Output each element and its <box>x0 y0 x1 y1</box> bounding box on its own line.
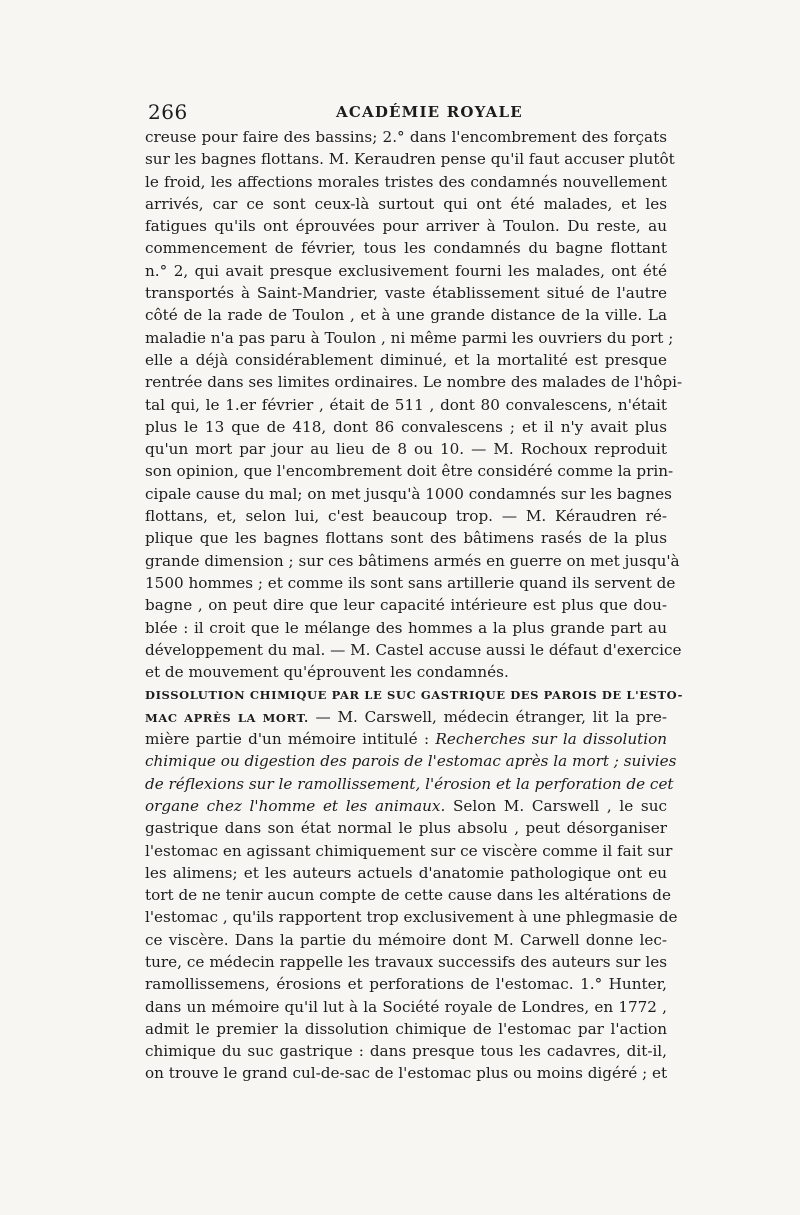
text-line: côté de la rade de Toulon , et à une grande distance de la ville. La <box>145 306 667 325</box>
body-text <box>145 126 684 1085</box>
page-header <box>148 100 666 122</box>
memoir-title-line: chimique ou digestion des parois de l'estomac après la mort ; suivies <box>145 752 677 771</box>
text-line: plique que les bagnes flottans sont des bâtimens rasés de la plus <box>145 529 667 548</box>
text-line: creuse pour faire des bassins; 2.° dans l'encombrement des forçats <box>145 128 667 146</box>
text-line: chimique du suc gastrique : dans presque tous les cadavres, dit-il, <box>145 1042 667 1061</box>
text-line: 1500 hommes ; et comme ils sont sans artillerie quand ils servent de <box>145 573 676 592</box>
text-line: ramollissemens, érosions et perforations de l'estomac. 1.° Hunter, <box>145 975 667 994</box>
text-run: mière partie d'un mémoire intitulé : <box>145 730 436 749</box>
text-line: l'estomac en agissant chimiquement sur ce viscère comme il fait sur <box>145 841 673 860</box>
text-line: n.° 2, qui avait presque exclusivement fourni les malades, ont été <box>145 261 667 280</box>
page-number: 266 <box>148 100 188 124</box>
text-line: elle a déjà considérablement diminué, et la mortalité est presque <box>145 350 667 369</box>
text-line: cipale cause du mal; on met jusqu'à 1000 condamnés sur les bagnes <box>145 484 672 503</box>
memoir-title-end: organe chez l'homme et les animaux. <box>145 796 446 815</box>
text-line: flottans, et, selon lui, c'est beaucoup trop. — M. Kéraudren ré- <box>145 507 667 526</box>
text-line: bagne , on peut dire que leur capacité intérieure est plus que dou- <box>145 596 667 615</box>
text-line: qu'un mort par jour au lieu de 8 ou 10. — M. Rochoux reproduit <box>145 440 667 459</box>
text-line: rentrée dans ses limites ordinaires. Le nombre des malades de l'hôpi- <box>145 373 683 392</box>
text-line: son opinion, que l'encombrement doit être considéré comme la prin- <box>145 462 674 481</box>
text-line: tort de ne tenir aucun compte de cette cause dans les altérations de <box>145 886 672 905</box>
text-line: maladie n'a pas paru à Toulon , ni même parmi les ouvriers du port ; <box>145 328 674 347</box>
text-run: Selon M. Carswell , le suc <box>445 796 667 815</box>
text-line: blée : il croit que le mélange des hommes a la plus grande part au <box>145 618 667 637</box>
text-line: grande dimension ; sur ces bâtimens armés en guerre on met jusqu'à <box>145 551 680 570</box>
text-line: commencement de février, tous les condamnés du bagne flottant <box>145 239 667 258</box>
text-line: gastrique dans son état normal le plus absolu , peut désorganiser <box>145 819 667 838</box>
text-line <box>145 728 667 750</box>
text-line: les alimens; et les auteurs actuels d'anatomie pathologique ont eu <box>145 863 667 882</box>
text-line: fatigues qu'ils ont éprouvées pour arriver à Toulon. Du reste, au <box>145 217 667 236</box>
text-line: ce viscère. Dans la partie du mémoire dont M. Carwell donne lec- <box>145 930 667 949</box>
section-heading: DISSOLUTION CHIMIQUE PAR LE SUC GASTRIQUE DES PAROIS DE L'ESTO- <box>145 688 684 703</box>
text-line: l'estomac , qu'ils rapportent trop exclusivement à une phlegmasie de <box>145 908 678 927</box>
text-line: arrivés, car ce sont ceux-là surtout qui ont été malades, et les <box>145 194 667 213</box>
text-line: on trouve le grand cul-de-sac de l'estomac plus ou moins digéré ; et <box>145 1064 668 1083</box>
text-line: sur les bagnes flottans. M. Keraudren pense qu'il faut accuser plutôt <box>145 150 675 169</box>
text-line: plus le 13 que de 418, dont 86 convalescens ; et il n'y avait plus <box>145 417 667 436</box>
text-line: tal qui, le 1.er février , était de 511 , dont 80 convalescens, n'était <box>145 395 667 414</box>
text-line <box>145 795 667 817</box>
section-heading-line <box>145 683 684 705</box>
text-line: et de mouvement qu'éprouvent les condamnés. <box>145 663 509 682</box>
memoir-title-line: de réflexions sur le ramollissement, l'érosion et la perforation de cet <box>145 774 674 793</box>
section-heading-end: MAC APRÈS LA MORT. <box>145 710 309 725</box>
text-line: ture, ce médecin rappelle les travaux successifs des auteurs sur les <box>145 952 667 971</box>
running-head: ACADÉMIE ROYALE <box>336 103 523 121</box>
memoir-title: Recherches sur la dissolution <box>435 730 667 749</box>
text-line: développement du mal. — M. Castel accuse aussi le défaut d'exercice <box>145 640 682 659</box>
section-heading-line <box>145 706 667 728</box>
text-run: — M. Carswell, médecin étranger, lit la pre- <box>308 707 667 726</box>
text-line: transportés à Saint-Mandrier, vaste établissement situé de l'autre <box>145 284 667 303</box>
text-line: admit le premier la dissolution chimique de l'estomac par l'action <box>145 1019 667 1038</box>
text-line: le froid, les affections morales tristes des condamnés nouvellement <box>145 172 667 191</box>
text-line: dans un mémoire qu'il lut à la Société royale de Londres, en 1772 , <box>145 997 667 1016</box>
